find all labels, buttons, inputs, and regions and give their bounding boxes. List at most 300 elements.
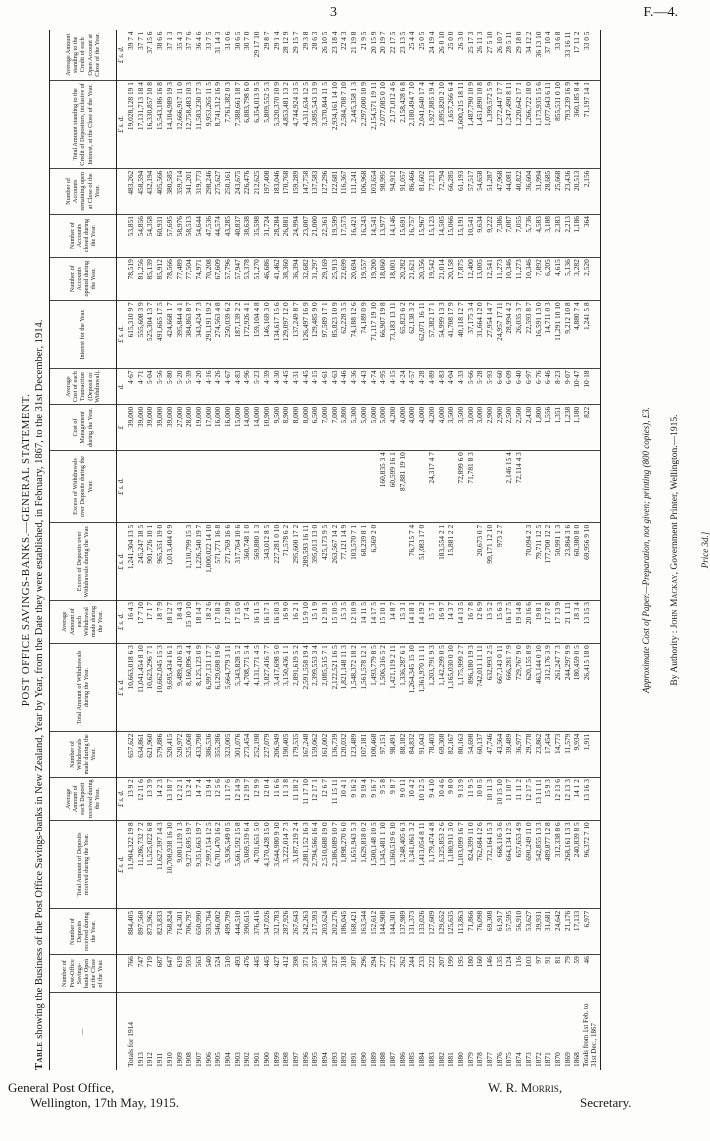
table-cell: 81,256	[136, 257, 146, 300]
table-cell: 57,595	[504, 909, 514, 954]
table-cell: 23,862	[534, 732, 544, 777]
table-cell: 16 4 3	[126, 600, 136, 643]
table-cell: 15 6 3	[495, 600, 505, 643]
table-cell: 16 7 8	[466, 600, 476, 643]
table-cell: 33 7 5	[204, 30, 214, 80]
table-cell: 3,500	[456, 405, 466, 450]
table-cell: 1,361,970 11 11	[417, 643, 427, 732]
table-cell: 1,800	[534, 405, 544, 450]
table-cell: 180	[466, 954, 476, 993]
table-cell: 647	[165, 954, 175, 993]
table-cell: 360,748 1 0	[242, 523, 252, 600]
table-cell: 10,541	[466, 214, 476, 257]
table-cell: 7,000	[320, 405, 330, 450]
table-cell: 187,139 2 2	[233, 300, 243, 368]
table-cell: 51,287	[485, 169, 495, 214]
table-cell: 5,000	[369, 405, 379, 450]
table-cell: 15,967	[417, 214, 427, 257]
signatory	[488, 1080, 632, 1110]
table-cell: 29 15 7	[291, 30, 301, 80]
table-cell: 8,900	[281, 405, 291, 450]
row-label: 1874	[514, 1052, 524, 1067]
table-cell: 31 14 3	[213, 30, 223, 80]
table-cell	[437, 450, 447, 523]
table-row	[252, 30, 262, 1070]
table-cell: 12 13 6	[553, 777, 563, 820]
table-cell: 4·15	[310, 368, 320, 404]
table-cell: 424,668 1 7	[165, 300, 175, 368]
table-cell: 294	[369, 954, 379, 993]
table-cell: 24,957 17 11	[495, 300, 505, 368]
table-cell: 12 9 9	[252, 777, 262, 820]
table-cell: 8,000	[291, 405, 301, 450]
table-cell: 29,778	[524, 732, 534, 777]
table-row	[563, 30, 573, 1070]
table-row	[398, 30, 408, 1070]
table-cell: 823,833	[155, 909, 165, 954]
table-cell: 84,832	[407, 732, 417, 777]
table-cell: 5,136	[563, 257, 573, 300]
table-cell: 1,451,890 10 8	[475, 80, 485, 169]
table-cell: 12 13 3	[563, 777, 573, 820]
table-cell: 312,176 3 9	[543, 643, 553, 732]
table-cell: 15 7 1	[427, 600, 437, 643]
table-cell: 11,273	[495, 257, 505, 300]
row-label: 1903	[232, 1052, 242, 1067]
table-cell: 433,798	[194, 732, 204, 777]
table-cell: 376,416	[252, 909, 262, 954]
table-cell: 3,282	[572, 257, 582, 300]
table-cell	[145, 450, 155, 523]
table-cell	[310, 450, 320, 523]
table-cell: 70,094 2 3	[524, 523, 534, 600]
table-cell: 57,382 17 1	[427, 300, 437, 368]
table-cell: 1,651,943 5 3	[349, 820, 359, 909]
table-cell: 15 3 5	[339, 600, 349, 643]
row-label: 1872	[533, 1052, 543, 1067]
table-cell: 16,591 13 0	[534, 300, 544, 368]
table-cell: 15,123	[427, 214, 437, 257]
table-cell: 690,249 11 0	[524, 820, 534, 909]
table-cell: 146,169 3 0	[262, 300, 272, 368]
table-cell: 2,520	[582, 257, 601, 300]
table-cell: 44,081	[504, 169, 514, 214]
table-cell: 21,621	[407, 257, 417, 300]
table-cell: 13,977	[378, 214, 388, 257]
table-cell: 54,644	[194, 214, 204, 257]
table-cell: 12,758,483 10 3	[184, 80, 194, 169]
table-cell: 687	[155, 954, 165, 993]
table-cell: 31,664 12 0	[475, 300, 485, 368]
table-cell	[330, 450, 340, 523]
table-cell: 18 4 3	[175, 600, 185, 643]
table-cell: 10 0 5	[475, 777, 485, 820]
table-cell: 177,700 12 2	[543, 523, 553, 600]
table-cell: 563	[194, 954, 204, 993]
table-cell: 824,399 11 0	[466, 820, 476, 909]
table-cell: 98,491	[388, 732, 398, 777]
table-cell: 364	[582, 214, 601, 257]
table-cell: 136,739	[330, 732, 340, 777]
table-cell	[272, 450, 282, 523]
table-cell: 222	[427, 954, 437, 993]
table-cell: 262	[398, 954, 408, 993]
table-cell: 12 11 6	[136, 777, 146, 820]
table-cell: 1,264,345 15 10	[407, 643, 417, 732]
table-cell: 11,291 10 10	[553, 300, 563, 368]
table-cell: 124	[504, 954, 514, 993]
table-cell: 6,997,131 17 7	[204, 643, 214, 732]
table-cell: 13 9 4	[204, 777, 214, 820]
table-cell: 12 0 4	[262, 777, 272, 820]
table-cell: 8,160,896 4 4	[184, 643, 194, 732]
table-cell: 3,644,980 9 10	[272, 820, 282, 909]
table-cell: 16 9 7	[437, 600, 447, 643]
unit-cell: £ s. d.	[117, 450, 127, 523]
table-cell: 183,554 2 1	[437, 523, 447, 600]
table-cell: 1,179,474 4 8	[427, 820, 437, 909]
table-cell: 11 9 5	[466, 777, 476, 820]
row-label: 1883	[426, 1052, 436, 1067]
table-cell: 77,121 14 9	[339, 523, 349, 600]
row-label: 1898	[281, 1052, 291, 1067]
table-cell	[252, 450, 262, 523]
table-cell: 17,000	[204, 405, 214, 450]
table-cell: 19,200	[369, 257, 379, 300]
row-label: 1892	[339, 1052, 349, 1067]
table-cell: 4,880 7 4	[572, 300, 582, 368]
table-cell: 77,213	[427, 169, 437, 214]
table-cell: 1,186	[572, 214, 582, 257]
table-cell: 57,695	[165, 214, 175, 257]
table-cell: 14 19 2	[417, 600, 427, 643]
table-cell: 729,767 9 0	[514, 643, 524, 732]
table-cell: 359,714	[175, 169, 185, 214]
table-cell: 106,968	[359, 169, 369, 214]
table-row	[272, 30, 282, 1070]
row-label: 1886	[397, 1052, 407, 1067]
table-cell	[524, 450, 534, 523]
table-cell: 4·26	[213, 368, 223, 404]
table-cell: 199	[446, 954, 456, 993]
table-cell: 1,561,578 12 1	[359, 643, 369, 732]
table-cell: 664,134 12 5	[504, 820, 514, 909]
table-cell: 144,301	[388, 909, 398, 954]
table-cell: 2,584,708 7 10	[339, 80, 349, 169]
table-cell	[175, 450, 185, 523]
table-cell: 483,262	[126, 169, 136, 214]
table-cell: 21 9 5	[359, 30, 369, 80]
table-cell: 16 10 3	[272, 600, 282, 643]
row-label: 1880	[455, 1052, 465, 1067]
table-cell: 5·56	[155, 368, 165, 404]
table-cell: 4,000	[437, 405, 447, 450]
table-cell: 103,570 7 1	[349, 523, 359, 600]
table-cell: 371	[301, 954, 311, 993]
table-cell: 1,927,885 19 4	[427, 80, 437, 169]
table-cell: 525,068	[184, 732, 194, 777]
row-label: 1875	[504, 1052, 514, 1067]
table-cell: 11 17 6	[223, 777, 233, 820]
table-cell: 91	[543, 954, 553, 993]
rotated-statement	[20, 30, 710, 1070]
table-cell: 1,895,820 2 10	[437, 80, 447, 169]
table-cell: 17 17 8	[543, 600, 553, 643]
table-row	[165, 30, 175, 1070]
table-cell: 15 10 1	[378, 600, 388, 643]
table-cell	[281, 450, 291, 523]
table-cell: 2,900	[495, 405, 505, 450]
table-cell: 18 7 9	[155, 600, 165, 643]
table-cell: 3,370,844 11 5	[320, 80, 330, 169]
table-cell: 1,360,519 6 10	[388, 820, 398, 909]
table-cell: 2,122,521 16 5	[330, 643, 340, 732]
table-cell: 68,239 8 1	[359, 523, 369, 600]
row-label: 1899	[271, 1052, 281, 1067]
column-header: Interest for the Year.	[50, 300, 117, 368]
table-row	[495, 30, 505, 1070]
table-cell: 4·36	[349, 368, 359, 404]
table-cell: 14 18 1	[407, 600, 417, 643]
table-cell	[184, 450, 194, 523]
table-cell: 23,864 3 6	[563, 523, 573, 600]
table-cell: 1,226,540 19 7	[194, 523, 204, 600]
table-cell: 66,285	[446, 169, 456, 214]
table-cell: 2,891,619 5 2	[291, 643, 301, 732]
table-row	[330, 30, 340, 1070]
table-cell: 593,764	[204, 909, 214, 954]
table-cell: 31,994	[534, 169, 544, 214]
table-cell: 10,662,045 15 3	[155, 643, 165, 732]
table-cell: 427	[272, 954, 282, 993]
table-cell: 1,173,935 15 6	[534, 80, 544, 169]
table-cell: 11,286,732 7 2	[136, 820, 146, 909]
table-cell: 170,768	[281, 169, 291, 214]
row-label: 1881	[446, 1052, 456, 1067]
table-cell: 23 18 4	[330, 30, 340, 80]
table-cell: 226,476	[242, 169, 252, 214]
table-cell: 261,247 7 3	[553, 643, 563, 732]
table-cell: 20,694	[349, 257, 359, 300]
table-cell: 9 16 2	[349, 777, 359, 820]
table-cell: 2,158,428 6 8	[398, 80, 408, 169]
table-row	[194, 30, 204, 1070]
table-cell: 2,794,566 16 4	[310, 820, 320, 909]
table-cell: 8,125,123 0 9	[194, 643, 204, 732]
table-cell: 546,002	[213, 909, 223, 954]
table-cell: 345	[320, 954, 330, 993]
table-cell: 20 19 7	[378, 30, 388, 80]
price-note: Price 3d.]	[700, 531, 710, 569]
table-cell: 275,627	[213, 169, 223, 214]
unit-cell: £ s. d.	[117, 80, 127, 169]
table-cell: 9,001,119 1 3	[175, 820, 185, 909]
table-cell	[359, 450, 369, 523]
table-cell: 6,977	[582, 909, 601, 954]
caption-lead: Table	[34, 1041, 45, 1070]
table-cell: 21,014	[437, 257, 447, 300]
table-cell: 12 12 1	[175, 777, 185, 820]
table-cell: 973 2 7	[495, 523, 505, 600]
table-cell: 79,711 12 5	[534, 523, 544, 600]
column-header: Average Amount of each Withdrawal made during the Year.	[50, 600, 117, 643]
row-label: 1896	[300, 1052, 310, 1067]
table-cell: 4·04	[446, 368, 456, 404]
unit-cell: £ s. d.	[117, 820, 127, 909]
table-cell: 24,317 4 7	[427, 450, 437, 523]
column-header: Total Amount of Withdrawals during the Year.	[50, 643, 117, 732]
table-cell: 7,087	[504, 214, 514, 257]
table-cell: 54,358	[145, 214, 155, 257]
table-cell: 19,557	[359, 257, 369, 300]
row-label: 1876	[494, 1052, 504, 1067]
table-cell: 17 4 5	[242, 600, 252, 643]
table-cell: 160	[475, 954, 485, 993]
table-cell: 4,744,924 13 5	[291, 80, 301, 169]
table-cell: 29,169	[320, 257, 330, 300]
table-cell: 17 1 7	[145, 600, 155, 643]
table-row	[553, 30, 563, 1070]
table-cell: 298,246	[204, 169, 214, 214]
table-cell: 167,248	[301, 732, 311, 777]
authority-suffix: Government Printer, Wellington.—1915.	[670, 414, 680, 572]
table-cell: 11 10 7	[504, 777, 514, 820]
table-cell: 317,764 10 6	[233, 523, 243, 600]
unit-cell	[117, 732, 127, 777]
table-cell: 107,181	[359, 732, 369, 777]
table-cell: 20 15 9	[369, 30, 379, 80]
table-cell: 657,622	[126, 732, 136, 777]
table-cell: 1,421,119 2 11	[388, 643, 398, 732]
table-cell: 129,097 12 0	[281, 300, 291, 368]
table-cell: 11,627,397 14 3	[155, 820, 165, 909]
table-cell: 15 9 10	[301, 600, 311, 643]
table-cell: 29 17 10	[252, 30, 262, 80]
table-cell: 17 18 2	[213, 600, 223, 643]
table-cell: 33 16 11	[563, 30, 573, 80]
table-cell: 343,424 7 3	[194, 300, 204, 368]
table-cell: 1,351	[553, 405, 563, 450]
table-cell: 9,222	[485, 214, 495, 257]
table-cell: 1,487,790 10 9	[466, 80, 476, 169]
table-cell: 9 0 11	[398, 777, 408, 820]
table-cell: 20,158	[446, 257, 456, 300]
table-cell: 40,837	[233, 214, 243, 257]
table-row	[281, 30, 291, 1070]
table-cell: 71,781 8 3	[466, 450, 476, 523]
table-cell: 97,151	[378, 732, 388, 777]
table-cell: 4·89	[427, 368, 437, 404]
table-cell: 2,934,161 14 10	[330, 80, 340, 169]
row-label: 1882	[436, 1052, 446, 1067]
table-cell: 4·33	[456, 368, 466, 404]
table-cell: 2,041,640 17 4	[417, 80, 427, 169]
table-cell	[320, 450, 330, 523]
table-cell: 4·39	[262, 368, 272, 404]
column-header: Excess of Deposits over Withdrawals during the Year.	[50, 523, 117, 600]
table-cell: 295,600 17 2	[291, 523, 301, 600]
table-cell: 3,827,416 7 7	[262, 643, 272, 732]
table-cell: 57,796	[223, 257, 233, 300]
table-cell: 15 1 9	[310, 600, 320, 643]
table-cell: 77,489	[175, 257, 185, 300]
table-cell: 12 6 7	[320, 777, 330, 820]
table-cell: 73,183 13 11	[388, 300, 398, 368]
table-cell: 24,994	[291, 214, 301, 257]
table-cell: 26 3 0	[456, 30, 466, 80]
table-cell: 742,011 11 11	[475, 643, 485, 732]
page-number: 3	[330, 5, 337, 20]
table-cell: 10,708,938 16 10	[165, 820, 175, 909]
table-cell: 2,500	[514, 405, 524, 450]
table-cell: 53,378	[242, 257, 252, 300]
table-row	[204, 30, 214, 1070]
table-cell: 250,039 6 2	[223, 300, 233, 368]
table-cell: 11,041,454 8 10	[136, 643, 146, 732]
table-cell: 19,542	[427, 257, 437, 300]
table-cell: 37 7 6	[184, 30, 194, 80]
table-cell: 43,564	[495, 732, 505, 777]
row-label: Totals from 1st Feb. to 31st Dec., 1867	[582, 993, 601, 1070]
table-cell: 25 17 3	[466, 30, 476, 80]
table-cell: 23,007	[301, 214, 311, 257]
table-cell: 4,170,428 15 0	[262, 820, 272, 909]
table-cell: 78,403	[427, 732, 437, 777]
table-cell: 667,143 0 11	[495, 643, 505, 732]
unit-cell: £ s. d.	[117, 777, 127, 820]
table-cell: 160,835 3 4	[378, 450, 388, 523]
table-cell: 11,583,230 17 3	[194, 80, 204, 169]
table-cell: 16 9 0	[281, 600, 291, 643]
table-cell: 1,238	[563, 405, 573, 450]
table-cell: 33 6 8	[553, 30, 563, 80]
table-cell: 18 2 6	[204, 600, 214, 643]
table-cell: 60,380 8 0	[572, 523, 582, 600]
table-cell: 1,110,799 15 3	[184, 523, 194, 600]
table-cell	[339, 450, 349, 523]
table-cell: 31,681	[543, 909, 553, 954]
table-row	[582, 30, 601, 1070]
table-cell: 17,131,713 18 4	[136, 80, 146, 169]
row-label: 1909	[174, 1052, 184, 1067]
table-cell: 2,386,089 10 7	[330, 820, 340, 909]
table-cell: 14,773	[553, 732, 563, 777]
table-cell: 22 4 3	[339, 30, 349, 80]
table-cell: 4,701,651 5 0	[252, 820, 262, 909]
table-cell	[563, 450, 573, 523]
table-cell: 9,695,434 16 1	[165, 643, 175, 732]
table-cell: 67,609	[213, 257, 223, 300]
table-cell: 16 11 5	[252, 600, 262, 643]
table-cell	[204, 450, 214, 523]
table-cell: 76,098	[475, 909, 485, 954]
table-cell: 10·18	[582, 368, 601, 404]
row-label: 1906	[203, 1052, 213, 1067]
table-cell: 10·47	[572, 368, 582, 404]
table-cell: 5·66	[466, 368, 476, 404]
table-cell: 360,185 8 4	[572, 80, 582, 169]
table-cell: 250,161	[223, 169, 233, 214]
table-cell: 12,541	[485, 257, 495, 300]
table-cell: 186,045	[339, 909, 349, 954]
table-cell: 6,205	[543, 257, 553, 300]
table-cell	[446, 450, 456, 523]
table-cell: 10,663,018 6 3	[126, 643, 136, 732]
table-cell: 36,604	[524, 169, 534, 214]
table-cell: 5·04	[145, 368, 155, 404]
document-reference: F.—4.	[643, 5, 678, 20]
table-cell: 28 6 3	[310, 30, 320, 80]
